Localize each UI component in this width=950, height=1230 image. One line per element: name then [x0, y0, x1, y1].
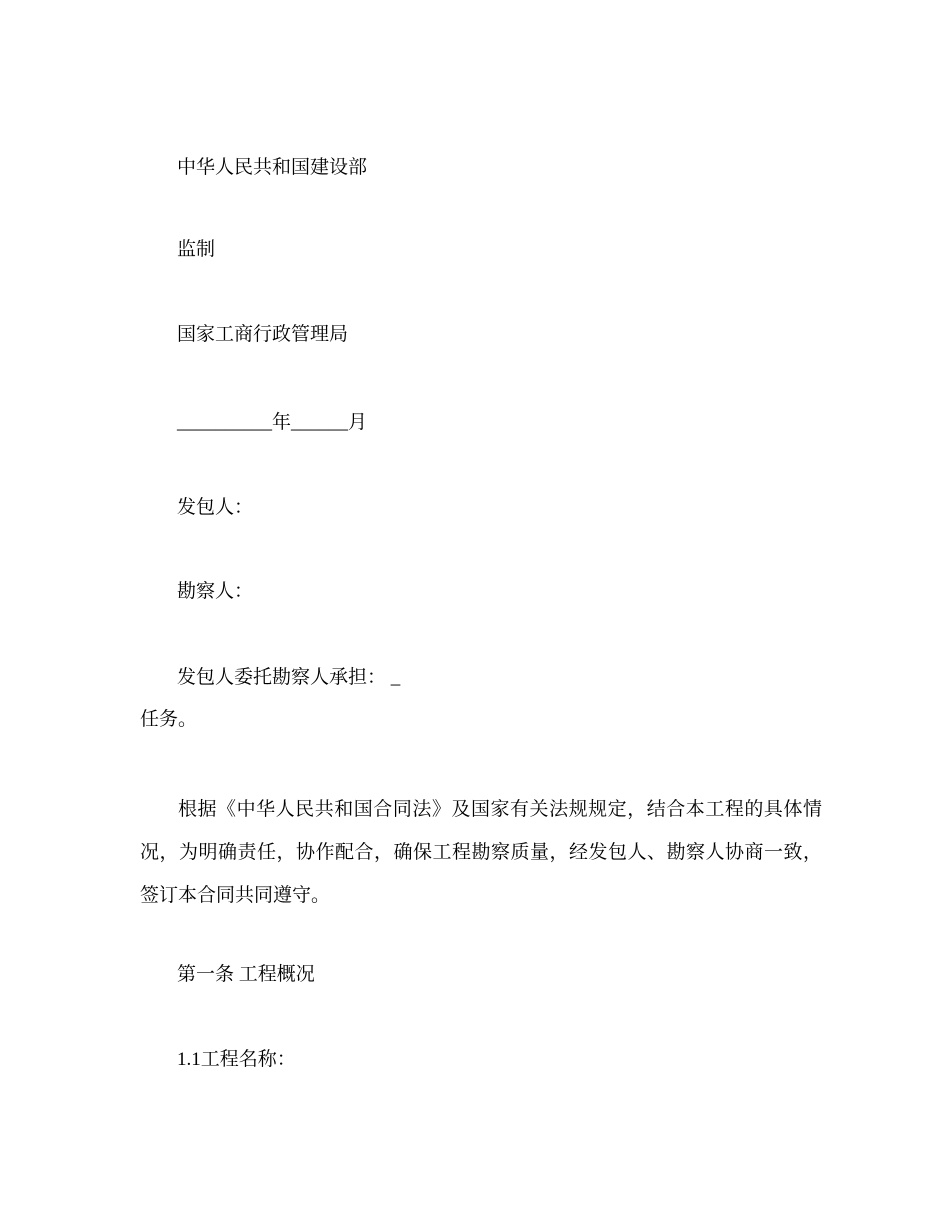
preamble-paragraph: 根据《中华人民共和国合同法》及国家有关法规规定，结合本工程的具体情况，为明确责任，协作配合，确保工程勘察质量，经发包人、勘察人协商一致，签订本合同共同遵守。 [140, 799, 822, 906]
party-a-label: 发包人： [177, 497, 254, 518]
issuer-ministry-line: 中华人民共和国建设部 [177, 157, 368, 178]
issuer-bureau-line: 国家工商行政管理局 [177, 324, 349, 345]
party-b-label: 勘察人： [177, 581, 254, 602]
date-blank-line: __________年______月 [177, 412, 368, 433]
commission-line-end: 任务。 [140, 709, 198, 730]
commission-line-start: 发包人委托勘察人承担： _ [177, 667, 401, 688]
article1-heading: 第一条 工程概况 [177, 964, 315, 985]
supervision-label: 监制 [177, 239, 216, 260]
clause-1-1-label: 1.1工程名称： [177, 1049, 296, 1070]
